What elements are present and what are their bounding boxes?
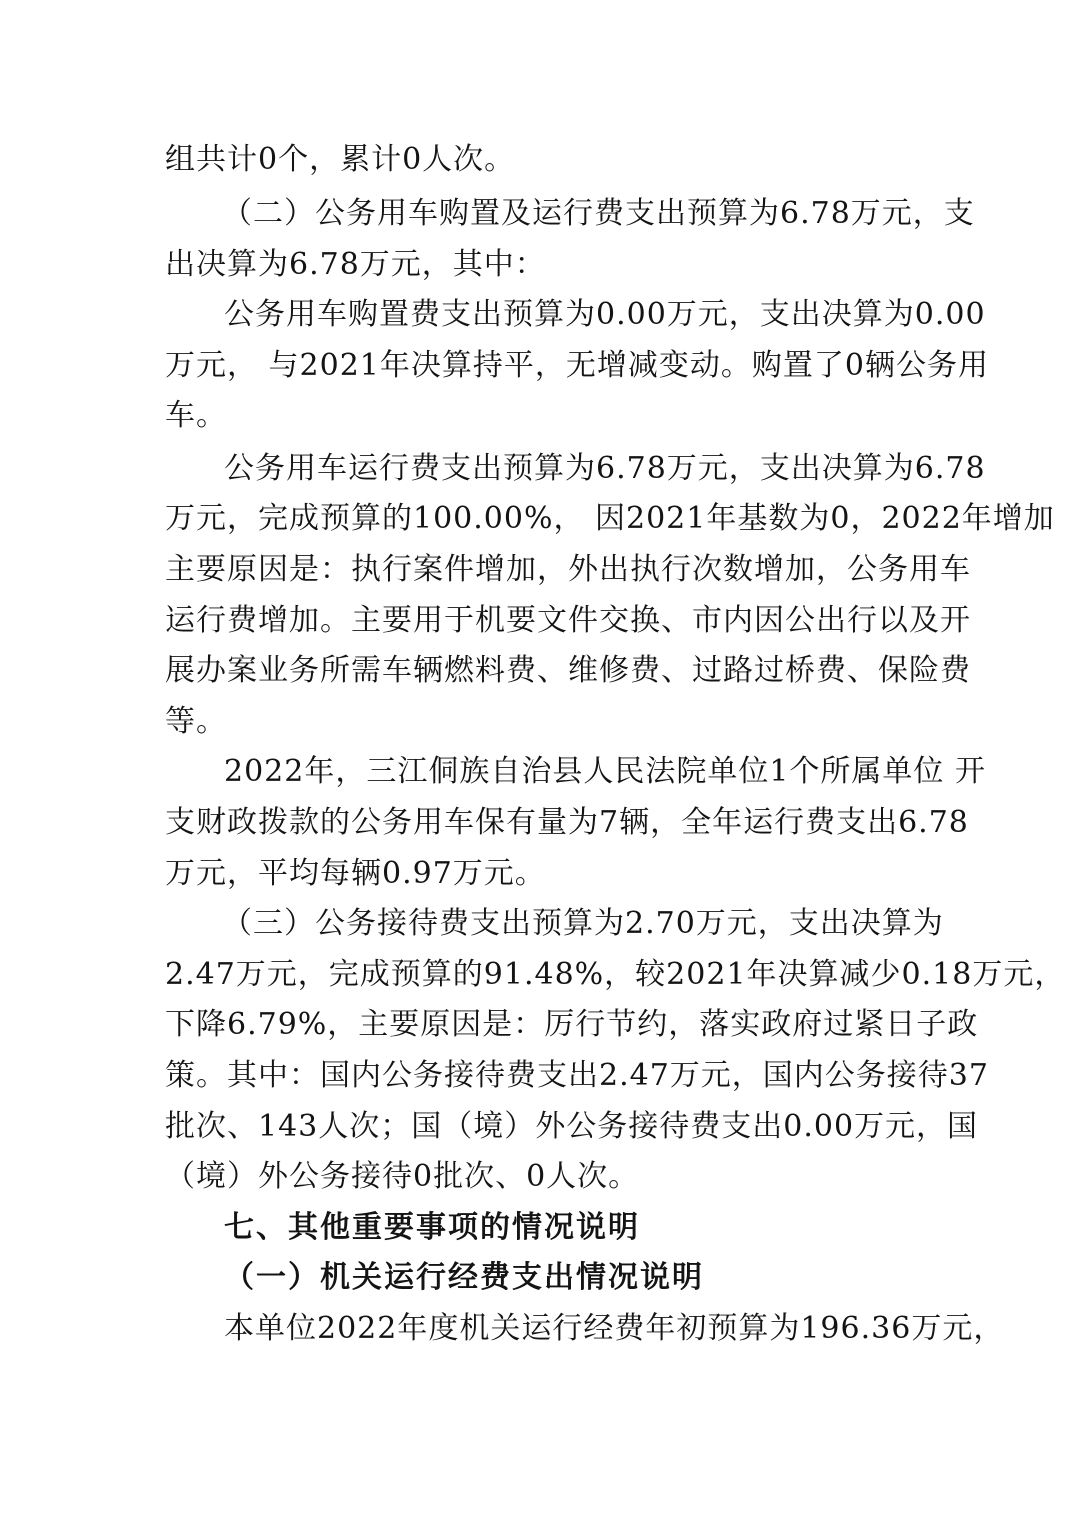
- paragraph-line: 下降6.79%，主要原因是：厉行节约，落实政府过紧日子政: [165, 1007, 979, 1042]
- paragraph-line: 万元，平均每辆0.97万元。: [165, 856, 546, 891]
- paragraph-line: 2.47万元，完成预算的91.48%，较2021年决算减少0.18万元，: [165, 957, 1066, 992]
- paragraph-line: 支财政拨款的公务用车保有量为7辆，全年运行费支出6.78: [165, 805, 969, 840]
- paragraph-line: 批次、143人次；国（境）外公务接待费支出0.00万元，国: [165, 1109, 979, 1144]
- paragraph-line: 展办案业务所需车辆燃料费、维修费、过路过桥费、保险费: [165, 653, 971, 688]
- paragraph-line: 策。其中：国内公务接待费支出2.47万元，国内公务接待37: [165, 1058, 989, 1093]
- paragraph-line: 等。: [165, 704, 227, 739]
- paragraph-line: 运行费增加。主要用于机要文件交换、市内因公出行以及开: [165, 603, 971, 638]
- paragraph-line: 万元，完成预算的100.00%， 因2021年基数为0，2022年增加: [165, 501, 1055, 536]
- paragraph-line: 公务用车运行费支出预算为6.78万元，支出决算为6.78: [224, 451, 986, 486]
- paragraph-line: （三）公务接待费支出预算为2.70万元，支出决算为: [222, 906, 944, 941]
- paragraph-line: 本单位2022年度机关运行经费年初预算为196.36万元，: [224, 1311, 1005, 1346]
- paragraph-line: （二）公务用车购置及运行费支出预算为6.78万元，支: [222, 196, 975, 231]
- paragraph-line: 2022年，三江侗族自治县人民法院单位1个所属单位 开: [224, 754, 986, 789]
- paragraph-line: 公务用车购置费支出预算为0.00万元，支出决算为0.00: [224, 297, 986, 332]
- paragraph-line: 出决算为6.78万元，其中：: [165, 247, 546, 282]
- paragraph-line: 万元， 与2021年决算持平，无增减变动。购置了0辆公务用: [165, 348, 989, 383]
- subsection-heading: （一）机关运行经费支出情况说明: [224, 1260, 704, 1295]
- section-heading: 七、其他重要事项的情况说明: [224, 1210, 640, 1245]
- paragraph-line: 车。: [165, 398, 227, 433]
- paragraph-line: 组共计0个，累计0人次。: [165, 142, 516, 177]
- paragraph-line: 主要原因是：执行案件增加，外出执行次数增加，公务用车: [165, 552, 971, 587]
- paragraph-line: （境）外公务接待0批次、0人次。: [165, 1159, 640, 1194]
